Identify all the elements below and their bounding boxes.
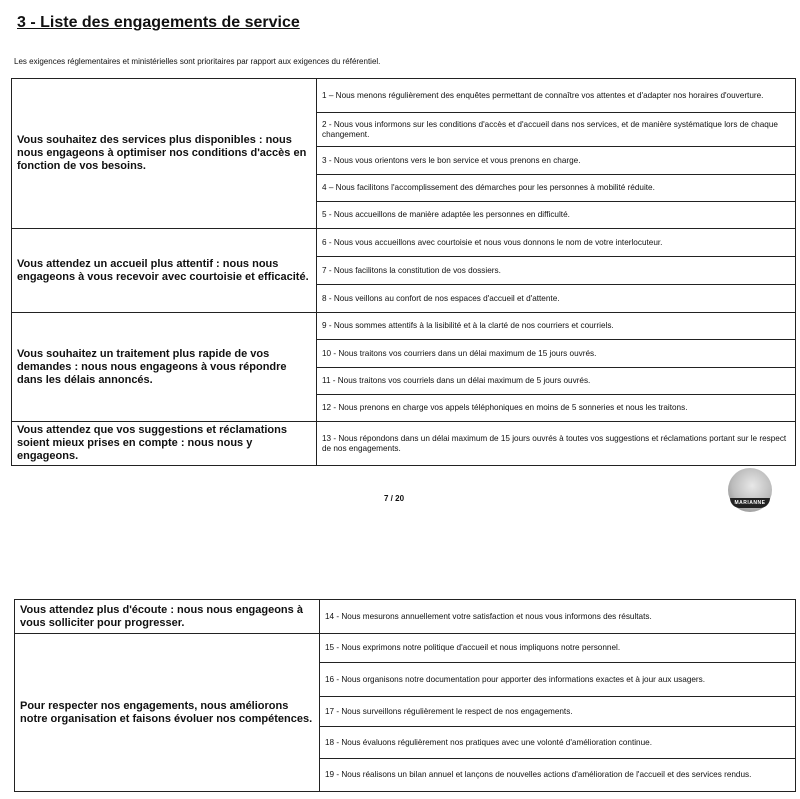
- commitment-item: 3 - Nous vous orientons vers le bon service et vous prenons en charge.: [317, 147, 796, 175]
- commitment-item: 6 - Nous vous accueillons avec courtoisie et nous vous donnons le nom de votre interlocuteur.: [317, 229, 796, 257]
- group-heading: Vous attendez plus d'écoute : nous nous engageons à vous solliciter pour progresser.: [15, 600, 320, 634]
- commitments-table-1: [11, 78, 796, 466]
- group-heading: Vous souhaitez des services plus disponibles : nous nous engageons à optimiser nos conditions d'accès en fonction de vos besoins.: [12, 79, 317, 229]
- section-title: 3 - Liste des engagements de service: [17, 14, 300, 31]
- commitment-item: 2 - Nous vous informons sur les conditions d'accès et d'accueil dans nos services, et de manière systématique lors de chaque changement.: [317, 113, 796, 147]
- group-heading: Vous souhaitez un traitement plus rapide de vos demandes : nous nous engageons à vous répondre dans les délais annoncés.: [12, 313, 317, 422]
- commitment-item: 18 - Nous évaluons régulièrement nos pratiques avec une volonté d'amélioration continue.: [320, 727, 796, 759]
- group-heading: Vous attendez un accueil plus attentif : nous nous engageons à vous recevoir avec courtoisie et efficacité.: [12, 229, 317, 313]
- commitment-item: 14 - Nous mesurons annuellement votre satisfaction et nous vous informons des résultats.: [320, 600, 796, 634]
- commitment-item: 12 - Nous prenons en charge vos appels téléphoniques en moins de 5 sonneries et nous les traitons.: [317, 395, 796, 422]
- commitment-item: 8 - Nous veillons au confort de nos espaces d'accueil et d'attente.: [317, 285, 796, 313]
- marianne-seal-icon: [728, 468, 772, 512]
- commitment-item: 16 - Nous organisons notre documentation pour apporter des informations exactes et à jour aux usagers.: [320, 663, 796, 697]
- seal-label: MARIANNE: [734, 500, 766, 506]
- commitment-item: 10 - Nous traitons vos courriers dans un délai maximum de 15 jours ouvrés.: [317, 340, 796, 368]
- commitments-table-2: [14, 599, 796, 792]
- commitment-item: 4 – Nous facilitons l'accomplissement des démarches pour les personnes à mobilité réduite.: [317, 175, 796, 202]
- commitment-item: 1 – Nous menons régulièrement des enquêtes permettant de connaître vos attentes et d'adapter nos horaires d'ouverture.: [317, 79, 796, 113]
- page-number: 7 / 20: [384, 494, 405, 503]
- commitment-item: 7 - Nous facilitons la constitution de vos dossiers.: [317, 257, 796, 285]
- group-heading: Pour respecter nos engagements, nous améliorons notre organisation et faisons évoluer nos compétences.: [15, 634, 320, 792]
- commitment-item: 11 - Nous traitons vos courriels dans un délai maximum de 5 jours ouvrés.: [317, 368, 796, 395]
- commitment-item: 17 - Nous surveillons régulièrement le respect de nos engagements.: [320, 697, 796, 727]
- commitment-item: 9 - Nous sommes attentifs à la lisibilité et à la clarté de nos courriers et courriels.: [317, 313, 796, 340]
- commitment-item: 15 - Nous exprimons notre politique d'accueil et nous impliquons notre personnel.: [320, 634, 796, 663]
- commitment-item: 19 - Nous réalisons un bilan annuel et lançons de nouvelles actions d'amélioration de l'accueil et des services rendus.: [320, 759, 796, 792]
- commitment-item: 13 - Nous répondons dans un délai maximum de 15 jours ouvrés à toutes vos suggestions et réclamations portant sur le respect de nos engagements.: [317, 422, 796, 466]
- group-heading: Vous attendez que vos suggestions et réclamations soient mieux prises en compte : nous nous y engageons.: [12, 422, 317, 466]
- commitment-item: 5 - Nous accueillons de manière adaptée les personnes en difficulté.: [317, 202, 796, 229]
- intro-text: Les exigences réglementaires et ministérielles sont prioritaires par rapport aux exigences du référentiel.: [14, 57, 381, 66]
